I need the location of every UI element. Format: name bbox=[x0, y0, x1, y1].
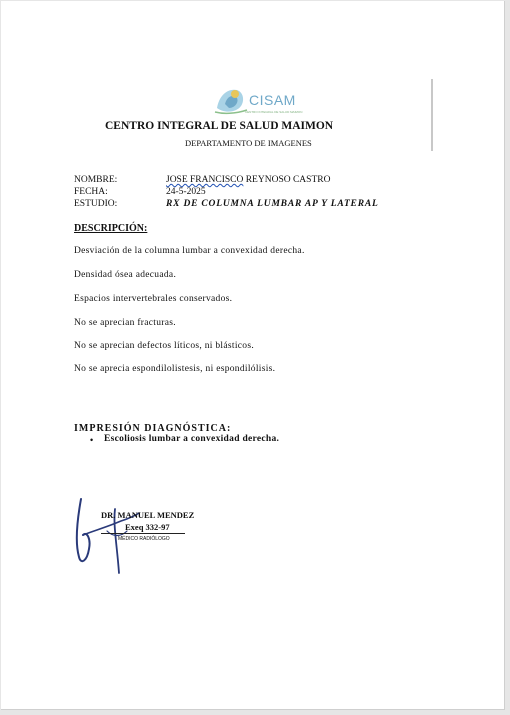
finding-line: Espacios intervertebrales conservados. bbox=[74, 294, 233, 304]
patient-name-value bbox=[166, 175, 330, 185]
logo-emblem-icon bbox=[213, 84, 249, 118]
date-label: FECHA: bbox=[74, 187, 108, 197]
logo-wordmark: CISAM bbox=[249, 92, 296, 108]
logo-tagline: CENTRO INTEGRAL DE SALUD MAIMON bbox=[245, 110, 303, 114]
date-value: 24-5-2025 bbox=[166, 187, 206, 197]
margin-marker bbox=[431, 79, 433, 151]
finding-line: Desviación de la columna lumbar a convexidad derecha. bbox=[74, 246, 305, 256]
study-value: RX DE COLUMNA LUMBAR AP Y LATERAL bbox=[166, 199, 379, 209]
document-page bbox=[1, 1, 505, 710]
finding-line: No se aprecia espondilolistesis, ni espondilólisis. bbox=[74, 364, 276, 374]
physician-name: DR. MANUEL MENDEZ bbox=[101, 510, 195, 520]
physician-role: MÉDICO RADIÓLOGO bbox=[118, 536, 170, 542]
finding-line: Densidad ósea adecuada. bbox=[74, 270, 177, 280]
impression-title: IMPRESIÓN DIAGNÓSTICA: bbox=[74, 423, 232, 434]
cisam-logo bbox=[213, 84, 303, 118]
physician-exequatur: Exeq 332-97 bbox=[125, 522, 170, 532]
patient-name-rest: REYNOSO CASTRO bbox=[243, 175, 331, 185]
signature-line bbox=[101, 533, 185, 534]
patient-name-label: NOMBRE: bbox=[74, 175, 118, 185]
finding-line: No se aprecian defectos líticos, ni blásticos. bbox=[74, 341, 254, 351]
organization-name: CENTRO INTEGRAL DE SALUD MAIMON bbox=[105, 120, 334, 132]
finding-line: No se aprecian fracturas. bbox=[74, 318, 176, 328]
impression-item: Escoliosis lumbar a convexidad derecha. bbox=[104, 434, 280, 444]
description-title: DESCRIPCIÓN: bbox=[74, 223, 148, 234]
patient-name-underlined: JOSE FRANCISCO bbox=[166, 175, 244, 185]
department-name: DEPARTAMENTO DE IMAGENES bbox=[185, 138, 312, 148]
study-label: ESTUDIO: bbox=[74, 199, 118, 209]
bullet-icon: • bbox=[90, 435, 94, 445]
